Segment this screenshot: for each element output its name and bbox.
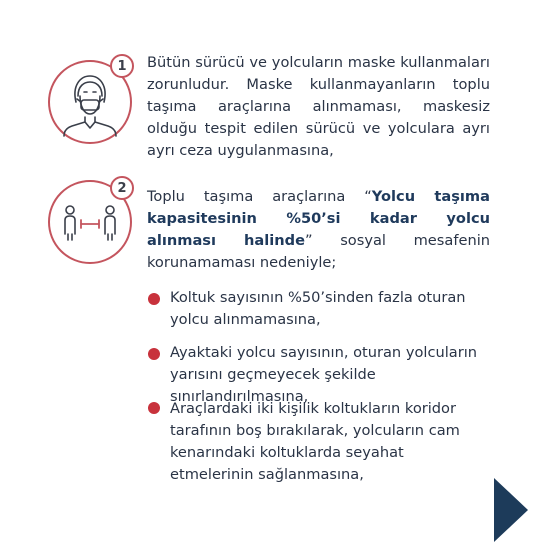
- bullet-dot: [148, 348, 160, 360]
- next-arrow-icon[interactable]: [494, 478, 528, 542]
- bullet-item: Araçlardaki iki kişilik koltukların koridor tarafının boş bırakılarak, yolcuların cam kenarındaki koltuklarda seyahat etmelerinin sağlanmasına,: [170, 400, 460, 483]
- item2-text: [147, 186, 490, 274]
- item1-number-badge: 1: [110, 54, 134, 78]
- bullet-dot: [148, 402, 160, 414]
- item1-text: Bütün sürücü ve yolcuların maske kullanmaları zorunludur. Maske kullanmayanların toplu taşıma araçlarına alınmaması, maskesiz olduğu tespit edilen sürücü ve yolculara ayrı ayrı ceza uygulanmasına,: [147, 54, 490, 159]
- bullet-item: Ayaktaki yolcu sayısının, oturan yolcuların yarısını geçmeyecek şekilde sınırlandırılmasına,: [170, 344, 478, 405]
- item2-text-before: Toplu taşıma araçlarına “: [147, 188, 372, 205]
- item2-text-after: ” sosyal mesafenin korunamaması nedeniyle;: [147, 232, 490, 271]
- item2-text-bold: Yolcu taşıma kapasitesinin %50’si kadar yolcu alınması halinde: [147, 188, 490, 249]
- item2-number-badge: 2: [110, 176, 134, 200]
- bullet-dot: [148, 293, 160, 305]
- bullet-item: Koltuk sayısının %50’sinden fazla oturan yolcu alınmamasına,: [170, 289, 466, 328]
